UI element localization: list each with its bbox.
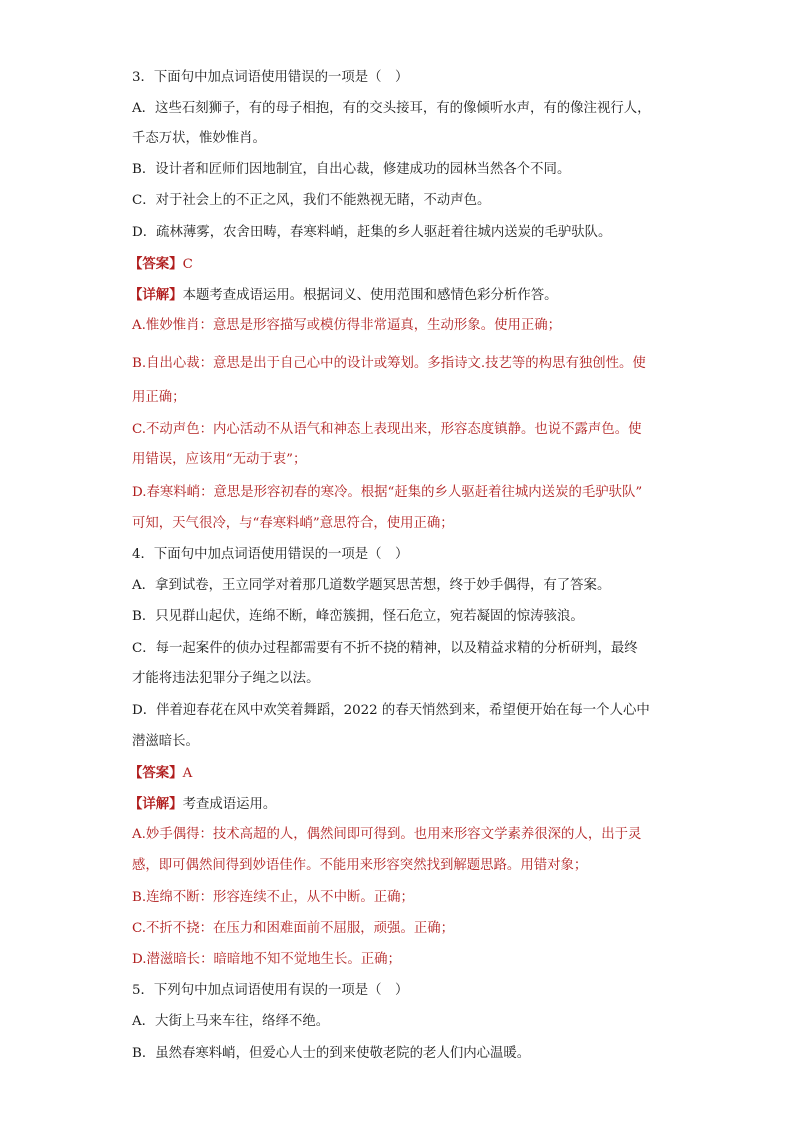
q4-explain-d: D.潜滋暗长：暗暗地不知不觉地生长。正确； [132,952,401,967]
q4-explain-b: B.连绵不断：形容连续不止，从不中断。正确； [132,890,414,905]
q4-option-d: D．伴着迎春花在风中欢笑着舞蹈，2022 的春天悄然到来，希望便开始在每一个人心中 [132,703,650,718]
q4-option-b: B．只见群山起伏，连绵不断，峰峦簇拥，怪石危立，宛若凝固的惊涛骇浪。 [132,609,584,624]
answer-tag: 【答案】 [129,765,183,781]
q3-explain-b: B.自出心裁：意思是出于自己心中的设计或筹划。多指诗文.技艺等的构思有独创性。使 [132,356,646,371]
q4-option-d-cont: 潜滋暗长。 [132,734,199,749]
q5-option-a: A．大街上马来车往，络绎不绝。 [132,1014,330,1029]
q3-explain-b-cont: 用正确； [132,390,186,405]
q3-option-d: D．疏林薄雾，农舍田畴，春寒料峭，赶集的乡人驱赶着往城内送炭的毛驴驮队。 [132,225,612,240]
q5-option-b: B．虽然春寒料峭，但爱心人士的到来使敬老院的老人们内心温暖。 [132,1046,531,1061]
q3-explain-c-cont: 用错误，应该用“无动于衷”； [132,452,307,467]
detail-text: 本题考查成语运用。根据词义、使用范围和感情色彩分析作答。 [182,288,558,303]
q3-option-b: B．设计者和匠师们因地制宜，自出心裁，修建成功的园林当然各个不同。 [132,162,571,177]
detail-tag: 【详解】 [129,796,183,812]
q4-explain-a-cont: 感，即可偶然间得到妙语佳作。不能用来形容突然找到解题思路。用错对象； [132,858,588,873]
q3-detail [129,286,558,305]
q4-explain-c: C.不折不挠：在压力和困难面前不屈服，顽强。正确； [132,921,455,936]
q3-explain-d-cont: 可知，天气很冷，与“春寒料峭”意思符合，使用正确； [132,516,454,531]
q4-detail [129,795,276,814]
q3-option-a-cont: 千态万状，惟妙惟肖。 [132,131,266,146]
answer-value: A [182,766,193,781]
q3-explain-c: C.不动声色：内心活动不从语气和神态上表现出来，形容态度镇静。也说不露声色。使 [132,422,642,437]
q3-explain-a: A.惟妙惟肖：意思是形容描写或模仿得非常逼真，生动形象。使用正确； [132,318,562,333]
q3-answer [129,255,193,274]
q4-option-c-cont: 才能将违法犯罪分子绳之以法。 [132,671,320,686]
q4-option-c: C．每一起案件的侦办过程都需要有不折不挠的精神，以及精益求精的分析研判，最终 [132,641,638,656]
q3-option-c: C．对于社会上的不正之风，我们不能熟视无睹，不动声色。 [132,193,491,208]
q3-option-a: A．这些石刻狮子，有的母子相抱，有的交头接耳，有的像倾听水声，有的像注视行人， [132,101,651,116]
question-3-stem: 3．下面句中加点词语使用错误的一项是（ ） [132,70,409,85]
answer-value: C [182,257,193,272]
question-5-stem: 5．下列句中加点词语使用有误的一项是（ ） [132,983,409,998]
question-4-stem: 4．下面句中加点词语使用错误的一项是（ ） [132,547,409,562]
q4-option-a: A．拿到试卷，王立同学对着那几道数学题冥思苦想，终于妙手偶得，有了答案。 [132,578,611,593]
q4-explain-a: A.妙手偶得：技术高超的人，偶然间即可得到。也用来形容文学素养很深的人，出于灵 [132,827,642,842]
answer-tag: 【答案】 [129,256,183,272]
detail-tag: 【详解】 [129,287,183,303]
q3-explain-d: D.春寒料峭：意思是形容初春的寒冷。根据“赶集的乡人驱赶着往城内送炭的毛驴驮队” [132,485,643,500]
detail-text: 考查成语运用。 [182,797,277,812]
q4-answer [129,764,192,783]
